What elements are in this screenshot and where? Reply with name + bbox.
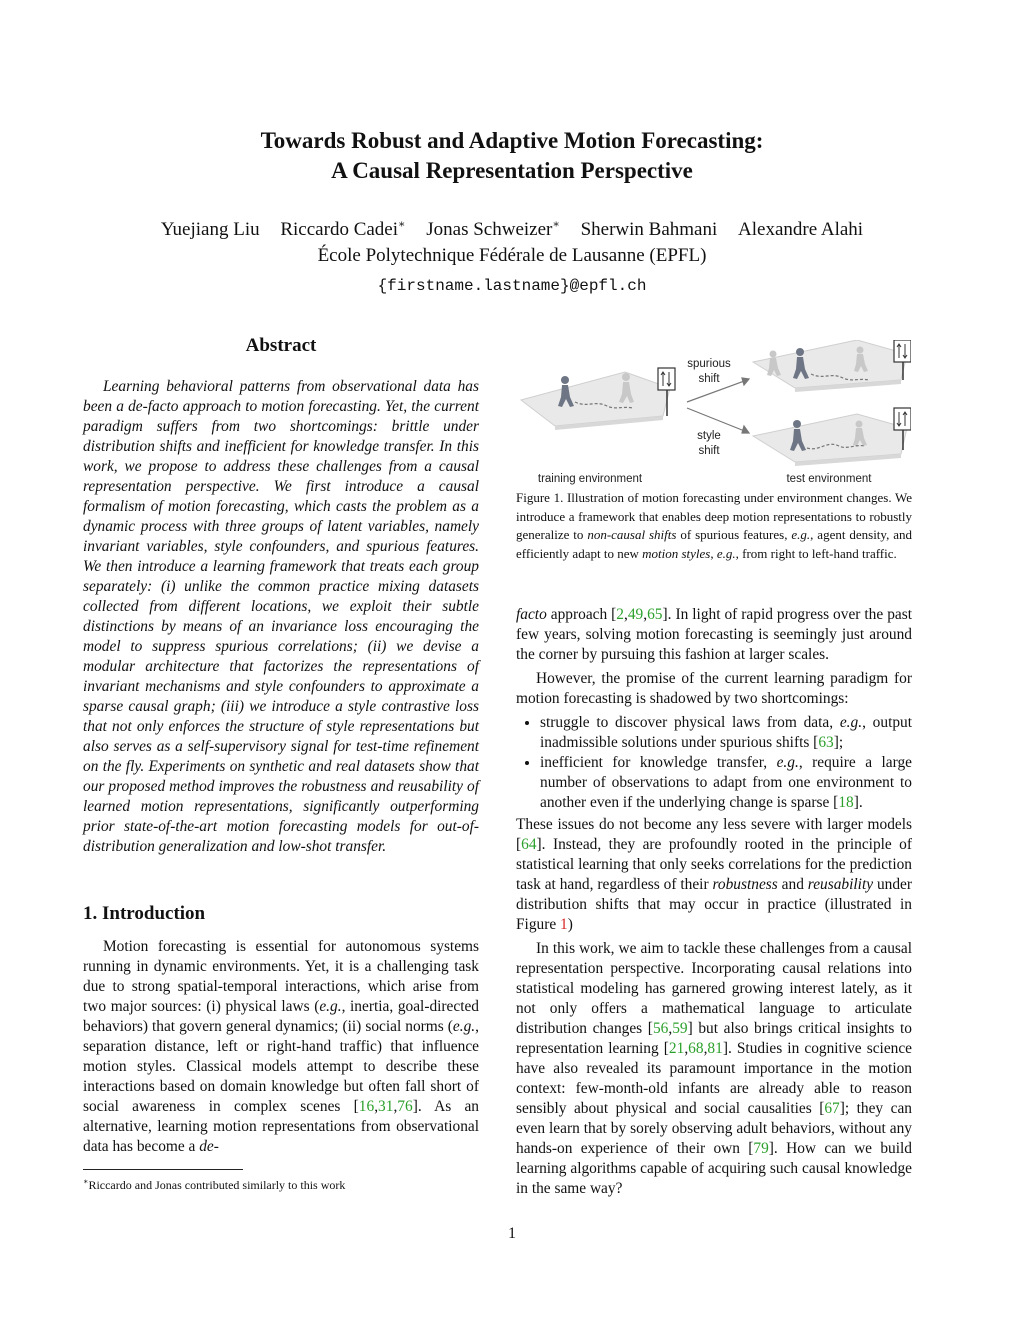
section-heading-introduction: 1. Introduction	[83, 903, 206, 924]
test-environment-spurious-scene	[753, 340, 911, 392]
list-item: • struggle to discover physical laws from data, e.g., output inadmissible solutions under spurious shifts [63];	[540, 713, 912, 753]
paragraph: These issues do not become any less severe with larger models [64]. Instead, they are profoundly rooted in the principle of statistical learning that only seeks correlations for the prediction task at hand, regardless of their robustness and reusability under distribution shifts that may occur in practice (illustrated in Figure 1)	[516, 816, 913, 933]
citation-link[interactable]: 49	[627, 606, 644, 623]
citation-link[interactable]: 31	[378, 1098, 394, 1115]
shift-arrows	[687, 378, 749, 433]
footnote-rule	[83, 1169, 243, 1170]
citation-link[interactable]: 67	[824, 1100, 840, 1117]
email: {firstname.lastname}@epfl.ch	[377, 277, 647, 295]
paragraph: facto approach [2,49,65]. In light of rapid progress over the past few years, solving motion forecasting is seemingly just around the corner by pursuing this fashion at larger scales.	[516, 606, 912, 663]
citation-link[interactable]: 56	[652, 1020, 669, 1037]
citation-link[interactable]: 68	[688, 1040, 704, 1057]
citation-link[interactable]: 21	[668, 1040, 685, 1057]
label-training-environment: training environment	[537, 473, 643, 485]
title-line-1: Towards Robust and Adaptive Motion Forecasting:	[260, 128, 764, 153]
citation-link[interactable]: 18	[838, 794, 854, 811]
shortcomings-list	[516, 713, 912, 813]
paragraph: However, the promise of the current learning paradigm for motion forecasting is shadowed by two shortcomings:	[516, 670, 912, 707]
paper-title	[0, 126, 1024, 186]
citation-link[interactable]: 76	[397, 1098, 413, 1115]
citation-link[interactable]: 64	[521, 836, 537, 853]
abstract-heading: Abstract	[245, 335, 317, 356]
citation-link[interactable]: 65	[647, 606, 663, 623]
affiliation: École Polytechnique Fédérale de Lausanne (EPFL)	[317, 245, 707, 266]
author-2: Riccardo Cadei∗	[280, 219, 406, 241]
label-spurious: spurious	[687, 358, 731, 370]
label-style: style	[697, 430, 721, 442]
training-environment-scene	[521, 368, 675, 430]
citation-link[interactable]: 16	[358, 1098, 375, 1115]
citation-link[interactable]: 63	[818, 734, 834, 751]
author-4: Sherwin Bahmani	[580, 219, 718, 241]
list-item: • inefficient for knowledge transfer, e.g., require a large number of observations to adapt from one environment to another even if the underlying change is sparse [18].	[540, 753, 912, 813]
label-style-shift: shift	[698, 445, 720, 457]
author-1: Yuejiang Liu	[160, 219, 260, 241]
test-environment-style-scene	[753, 408, 911, 466]
citation-link[interactable]: 59	[672, 1020, 688, 1037]
citation-link[interactable]: 81	[707, 1040, 723, 1057]
author-5: Alexandre Alahi	[738, 219, 864, 241]
citation-link[interactable]: 79	[753, 1140, 769, 1157]
right-column-text	[516, 605, 912, 1203]
figure-reference-link[interactable]: 1	[560, 916, 568, 933]
citation-link[interactable]: 2	[616, 606, 624, 623]
paragraph: In this work, we aim to tackle these challenges from a causal representation perspective. Incorporating causal relations into statistical modeling has garnered growing interest lately, as it not only offers a mathematical language to articulate distribution changes [56,59] but also brings critical insights to representation learning [21,68,81]. Studies in cognitive science have also revealed its paramount importance in the motion context: few-month-old infants are already able to reason sensibly about physical and social causalities [67]; they can even learn that by sorely observing adult behaviors, without any hands-on experience of their own [79]. How can we build learning algorithms capable of acquiring such causal knowledge in the same way?	[516, 940, 913, 1197]
abstract-text: Learning behavioral patterns from observational data has been a de-facto approach to motion forecasting. Yet, the current paradigm suffers from two shortcomings: brittle under distribution shifts and inefficient for knowledge transfer. In this work, we propose to address these challenges from a causal representation perspective. We first introduce a causal formalism of motion forecasting, which casts the problem as a dynamic process with three groups of latent variables, namely invariant variables, style confounders, and spurious features. We then introduce a learning framework that treats each group separately: (i) unlike the common practice mixing datasets collected from different locations, we exploit their subtle distinctions by means of an invariance loss encouraging the model to suppress spurious correlations; (ii) we devise a modular architecture that factorizes the representations of invariant mechanisms and style confounders to approximate a sparse causal graph; (iii) we introduce a style contrastive loss that not only enforces the structure of style representations but also serves as a self-supervisory signal for test-time refinement on the fly. Experiments on synthetic and real datasets show that our proposed method improves the robustness and reusability of learned motion representations, significantly outperforming prior state-of-the-art motion forecasting models for out-of-distribution generalization and low-shot transfer.	[83, 378, 479, 855]
figure-1-illustration	[515, 340, 911, 490]
title-line-2: A Causal Representation Perspective	[331, 158, 693, 183]
author-3: Jonas Schweizer∗	[426, 219, 560, 241]
label-test-environment: test environment	[786, 473, 872, 485]
author-list	[0, 213, 1024, 242]
figure-caption: Figure 1. Illustration of motion forecasting under environment changes. We introduce a framework that enables deep motion representations to robustly generalize to non-causal shifts of spurious features, e.g., agent density, and efficiently adapt to new motion styles, e.g., from right to left-hand traffic.	[516, 490, 913, 561]
page-number: 1	[508, 1225, 516, 1242]
footnote: ∗Riccardo and Jonas contributed similarly to this work	[83, 1177, 346, 1192]
intro-paragraph: Motion forecasting is essential for autonomous systems running in dynamic environments. Yet, it is a challenging task due to strong spatial-temporal interactions, which arise from two major sources: (i) physical laws (e.g., inertia, goal-directed behaviors) that govern general dynamics; (ii) social norms (e.g., separation distance, left or right-hand traffic) that influence motion styles. Classical models attempt to describe these interactions based on domain knowledge but often fall short of social awareness in complex scenes [16,31,76]. As an alternative, learning motion representations from observational data has become a de-	[83, 938, 480, 1155]
label-spurious-shift: shift	[698, 373, 720, 385]
